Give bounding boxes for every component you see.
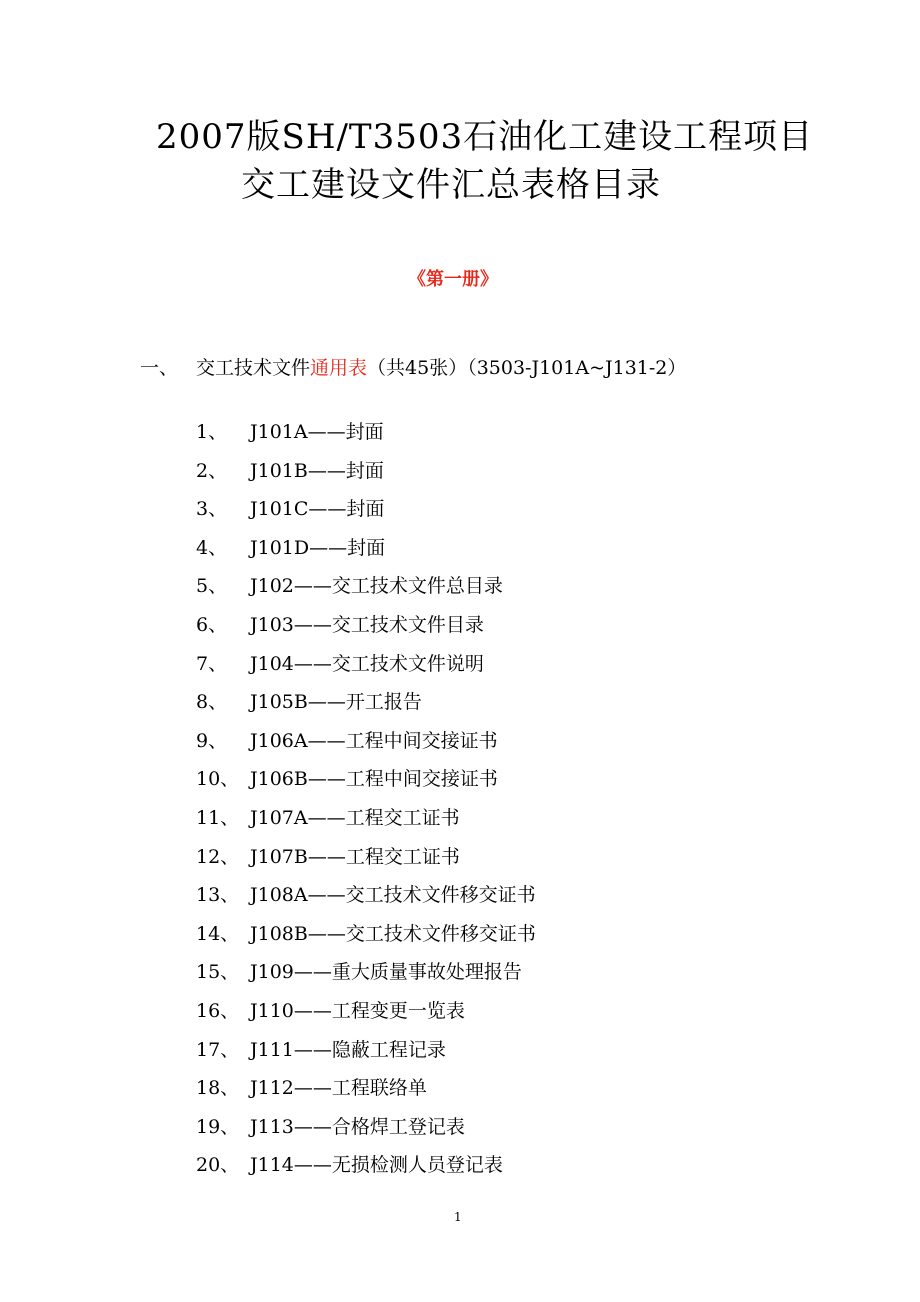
list-item (196, 1151, 536, 1190)
list-item-text: J106A——工程中间交接证书 (250, 729, 498, 752)
list-item (196, 688, 536, 727)
section-number: 一、 (140, 357, 179, 379)
list-item (196, 650, 536, 689)
list-item-number: 17、 (196, 1038, 240, 1061)
list-item-number: 4、 (196, 536, 228, 559)
page-number: 1 (454, 1210, 462, 1224)
list-item-text: J101C——封面 (250, 498, 385, 521)
section-text-detail: （共45张）（3503-J101A~J131-2） (367, 357, 687, 379)
list-item (196, 495, 536, 534)
list-item-number: 1、 (196, 421, 228, 443)
list-item-text: J102——交工技术文件总目录 (250, 575, 503, 598)
list-item (196, 1036, 536, 1075)
list-item (196, 881, 536, 920)
list-item (196, 457, 536, 496)
volume-heading: 《第一册》 (408, 269, 498, 290)
list-item (196, 920, 536, 959)
list-item-text: J109——重大质量事故处理报告 (250, 961, 522, 984)
list-item-number: 9、 (196, 729, 228, 752)
document-title-line-2: 交工建设文件汇总表格目录 (241, 165, 661, 205)
list-item (196, 804, 536, 843)
list-item-text: J108B——交工技术文件移交证书 (250, 922, 536, 945)
list-item-text: J112——工程联络单 (250, 1077, 427, 1100)
list-item-number: 19、 (196, 1115, 240, 1138)
list-item-number: 11、 (196, 806, 240, 829)
list-item (196, 418, 536, 457)
form-list (196, 418, 536, 1190)
list-item (196, 1113, 536, 1152)
list-item-number: 14、 (196, 922, 240, 945)
section-text-highlight: 通用表 (310, 357, 368, 379)
list-item-text: J105B——开工报告 (250, 691, 422, 714)
list-item-number: 15、 (196, 961, 240, 984)
list-item-text: J101D——封面 (250, 536, 386, 559)
section-text: 交工技术文件 (196, 357, 311, 379)
list-item-text: J107A——工程交工证书 (250, 806, 460, 829)
list-item-number: 5、 (196, 575, 228, 598)
list-item (196, 572, 536, 611)
list-item-text: J111——隐蔽工程记录 (250, 1038, 446, 1061)
document-title-line-1: 2007版SH/T3503石油化工建设工程项目 (156, 117, 814, 157)
list-item-number: 13、 (196, 884, 240, 907)
list-item-number: 8、 (196, 691, 228, 714)
list-item-text: J104——交工技术文件说明 (250, 652, 484, 675)
list-item (196, 534, 536, 573)
list-item (196, 997, 536, 1036)
list-item (196, 843, 536, 882)
section-heading (140, 355, 686, 381)
list-item-text: J101A——封面 (250, 421, 384, 443)
list-item-number: 2、 (196, 459, 228, 482)
list-item-text: J113——合格焊工登记表 (250, 1115, 465, 1138)
list-item-number: 10、 (196, 768, 240, 791)
list-item-number: 7、 (196, 652, 228, 675)
list-item-text: J107B——工程交工证书 (250, 845, 460, 868)
list-item (196, 765, 536, 804)
list-item-text: J106B——工程中间交接证书 (250, 768, 498, 791)
list-item-text: J114——无损检测人员登记表 (250, 1154, 503, 1177)
list-item-text: J103——交工技术文件目录 (250, 613, 484, 636)
list-item (196, 1074, 536, 1113)
list-item-number: 6、 (196, 613, 228, 636)
list-item-number: 20、 (196, 1154, 240, 1177)
list-item-text: J108A——交工技术文件移交证书 (250, 884, 536, 907)
list-item-number: 18、 (196, 1077, 240, 1100)
list-item (196, 727, 536, 766)
list-item-text: J110——工程变更一览表 (250, 999, 465, 1022)
list-item (196, 958, 536, 997)
list-item-number: 16、 (196, 999, 240, 1022)
list-item-text: J101B——封面 (250, 459, 384, 482)
list-item-number: 3、 (196, 498, 228, 521)
list-item (196, 611, 536, 650)
list-item-number: 12、 (196, 845, 240, 868)
